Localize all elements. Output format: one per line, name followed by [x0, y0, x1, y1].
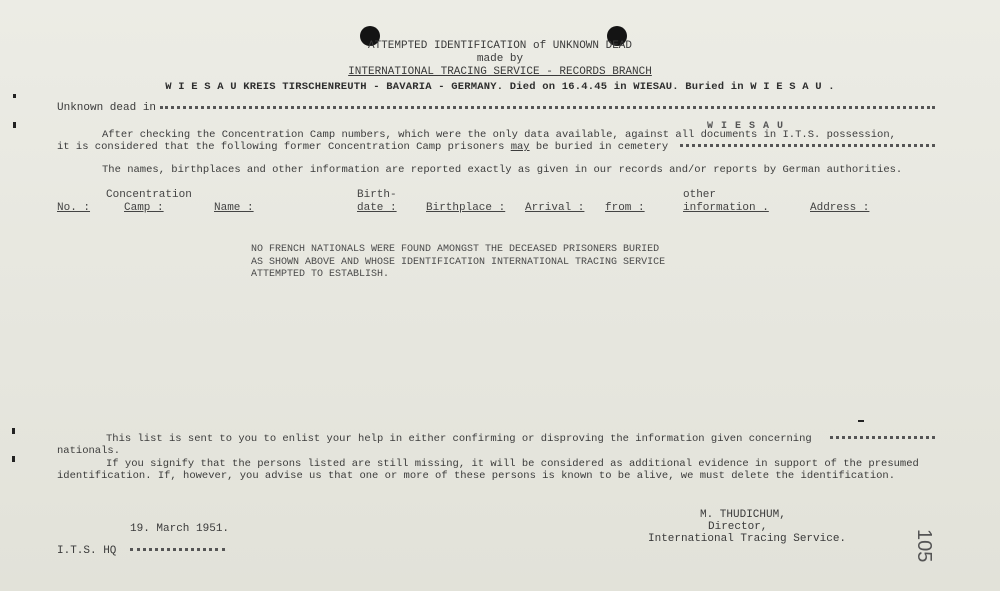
margin-mark	[13, 122, 16, 128]
document-date: 19. March 1951.	[130, 523, 230, 535]
page-number: 105	[913, 529, 935, 563]
made-by-line: made by	[476, 53, 524, 65]
signatory-title: Director,	[708, 521, 768, 533]
margin-mark	[12, 428, 15, 434]
hq-label: I.T.S. HQ	[57, 545, 117, 557]
notice-line-3: ATTEMPTED TO ESTABLISH.	[251, 269, 390, 280]
signatory-name: M. THUDICHUM,	[700, 509, 786, 521]
dotted-leader	[160, 106, 935, 109]
column-other-information: information .	[683, 202, 769, 214]
paragraph-1-line-1: After checking the Concentration Camp numbers, which were the only data available, against all documents in I.T.S. possession,	[102, 129, 896, 141]
paragraph-1-line-2-end: be buried in cemetery	[529, 141, 669, 153]
document-title: ATTEMPTED IDENTIFICATION of UNKNOWN DEAD	[367, 40, 633, 52]
dotted-leader	[680, 144, 935, 147]
margin-mark	[858, 420, 864, 422]
column-other-top: other	[683, 189, 717, 201]
dotted-leader	[830, 436, 935, 439]
may-underlined: may	[510, 141, 530, 153]
column-no: No. :	[57, 202, 91, 214]
column-address: Address :	[810, 202, 870, 214]
footer-paragraph-2-line-1: If you signify that the persons listed are still missing, it will be considered as additional evidence in support of the presumed	[106, 458, 919, 470]
column-camp-top: Concentration	[106, 189, 192, 201]
unknown-dead-label: Unknown dead in	[57, 102, 157, 114]
notice-line-2: AS SHOWN ABOVE AND WHOSE IDENTIFICATION INTERNATIONAL TRACING SERVICE	[251, 257, 666, 268]
column-birthplace: Birthplace :	[426, 202, 506, 214]
notice-line-1: NO FRENCH NATIONALS WERE FOUND AMONGST THE DECEASED PRISONERS BURIED	[251, 244, 660, 255]
paragraph-1-line-2-start: it is considered that the following former Concentration Camp prisoners	[57, 141, 511, 153]
column-camp: Camp :	[124, 202, 164, 214]
column-birth-top: Birth-	[357, 189, 397, 201]
margin-mark	[12, 456, 15, 462]
organization-line: INTERNATIONAL TRACING SERVICE - RECORDS BRANCH	[348, 66, 652, 78]
footer-paragraph-1-line-1: This list is sent to you to enlist your help in either confirming or disproving the information given concerning	[106, 433, 812, 445]
dotted-leader	[130, 548, 225, 551]
paragraph-2: The names, birthplaces and other information are reported exactly as given in our records and/or reports by German authorities.	[102, 164, 903, 176]
column-from: from :	[605, 202, 645, 214]
footer-paragraph-2-line-2: identification. If, however, you advise us that one or more of these persons is known to be alive, we must delete the identification.	[57, 470, 896, 482]
column-birthdate: date :	[357, 202, 397, 214]
signatory-organization: International Tracing Service.	[648, 533, 847, 545]
location-line: W I E S A U KREIS TIRSCHENREUTH - BAVARIA - GERMANY. Died on 16.4.45 in WIESAU. Buried in W I E S A U .	[165, 81, 835, 93]
margin-mark	[13, 94, 16, 98]
footer-paragraph-1-line-2: nationals.	[57, 445, 121, 457]
column-name: Name :	[214, 202, 254, 214]
paragraph-1-line-2	[57, 141, 668, 154]
column-arrival: Arrival :	[525, 202, 585, 214]
cemetery-overtype: W I E S A U	[707, 121, 785, 132]
